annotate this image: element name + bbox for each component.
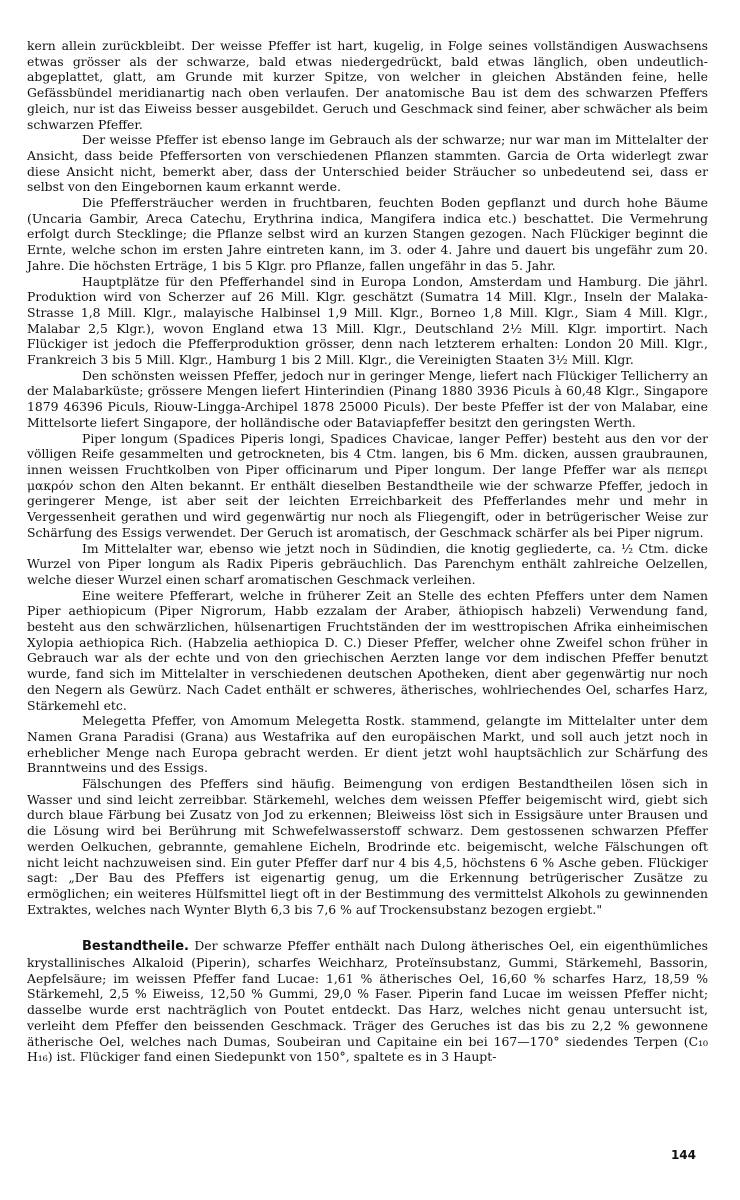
paragraph-6: Piper longum (Spadices Piperis longi, Spadices Chavicae, langer Peffer) besteht aus den vor der völligen Reife gesammelten und getrockneten, bis 4 Ctm. langen, bis 6 Mm. dicken, aussen graubraunen, innen weissen Fruchtkolben von Piper officinarum und Piper longum. Der lange Pfeffer war als πεπερι μακρόν schon den Alten bekannt. Er enthält dieselben Bestandtheile wie der schwarze Pfeffer, jedoch in geringerer Menge, ist aber seit der leichten Erreichbarkeit des Pfefferlandes mehr und mehr in Vergessenheit gerathen und wird gegenwärtig nur noch als Fliegengift, oder in betrügerischer Weise zur Schärfung des Essigs verwendet. Der Geruch ist aromatisch, der Geschmack schärfer als bei Piper nigrum. [27,430,708,540]
paragraph-1: kern allein zurückbleibt. Der weisse Pfeffer ist hart, kugelig, in Folge seines vollständigen Auswachsens etwas grösser als der schwarze, bald etwas niedergedrückt, bald etwas länglich, oben undeutlich-abgeplattet, glatt, am Grunde mit kurzer Spitze, von welcher in gleichen Abständen feine, helle Gefässbündel meridianartig nach oben verlaufen. Der anatomische Bau ist dem des schwarzen Pfeffers gleich, nur ist das Eiweiss besser ausgebildet. Geruch und Geschmack sind feiner, aber schwächer als beim schwarzen Pfeffer. [27,38,708,132]
section-bestandtheile [27,938,708,1065]
paragraph-4: Hauptplätze für den Pfefferhandel sind in Europa London, Amsterdam und Hamburg. Die jährl. Produktion wird von Scherzer auf 26 Mill. Klgr. geschätzt (Sumatra 14 Mill. Klgr., Inseln der Malaka-Strasse 1,8 Mill. Klgr., malayische Halbinsel 1,9 Mill. Klgr., Borneo 1,8 Mill. Klgr., Siam 4 Mill. Klgr., Malabar 2,5 Klgr.), wovon England etwa 13 Mill. Klgr., Deutschland 2½ Mill. Klgr. importirt. Nach Flückiger ist jedoch die Pfefferproduktion grösser, denn nach letzterem erhalten: London 20 Mill. Klgr., Frankreich 3 bis 5 Mill. Klgr., Hamburg 1 bis 2 Mill. Klgr., die Vereinigten Staaten 3½ Mill. Klgr. [27,273,708,368]
section-text: Der schwarze Pfeffer enthält nach Dulong ätherisches Oel, ein eigenthümliches krystallinisches Alkaloid (Piperin), scharfes Weichharz, Proteïnsubstanz, Gummi, Stärkemehl, Bassorin, Aepfelsäure; im weissen Pfeffer fand Lucae: 1,61 % ätherisches Oel, 16,60 % scharfes Harz, 18,59 % Stärkemehl, 2,5 % Eiweiss, 12,50 % Gummi, 29,0 % Faser. Piperin fand Lucae im weissen Pfeffer nicht; dasselbe wurde erst nachträglich von Poutet entdeckt. Das Harz, welches nicht genau untersucht ist, verleiht dem Pfeffer den beissenden Geschmack. Träger des Geruches ist das bis zu 2,2 % gewonnene ätherische Oel, welches nach Dumas, Soubeiran und Capitaine ein bei 167—170° siedendes Terpen (C₁₀ H₁₆) ist. Flückiger fand einen Siedepunkt von 150°, spaltete es in 3 Haupt- [27,938,708,1065]
section-heading: Bestandtheile. [82,939,189,955]
page-number: 144 [670,1148,696,1162]
paragraph-10: Fälschungen des Pfeffers sind häufig. Beimengung von erdigen Bestandtheilen lösen sich in Wasser und sind leicht zerreibbar. Stärkemehl, welches dem weissen Pfeffer beigemischt wird, giebt sich durch blaue Färbung bei Zusatz von Jod zu erkennen; Bleiweiss löst sich in Essigsäure unter Brausen und die Lösung wird bei Berührung mit Schwefelwasserstoff schwarz. Dem gestossenen schwarzen Pfeffer werden Oelkuchen, gebrannte, gemahlene Eicheln, Brodrinde etc. beigemischt, welche Fälschungen oft nicht leicht nachzuweisen sind. Ein guter Pfeffer darf nur 4 bis 4,5, höchstens 6 % Asche geben. Flückiger sagt: „Der Bau des Pfeffers ist eigenartig genug, um die Erkennung betrügerischer Zusätze zu ermöglichen; ein weiteres Hülfsmittel liegt oft in der Bestimmung des vermittelst Alkohols zu gewinnenden Extraktes, welches nach Wynter Blyth 6,3 bis 7,6 % auf Trockensubstanz bezogen ergiebt." [27,776,708,917]
paragraph-3: Die Pfeffersträucher werden in fruchtbaren, feuchten Boden gepflanzt und durch hohe Bäume (Uncaria Gambir, Areca Catechu, Erythrina indica, Mangifera indica etc.) beschattet. Die Vermehrung erfolgt durch Stecklinge; die Pflanze selbst wird an kurzen Stangen gezogen. Nach Flückiger beginnt die Ernte, welche schon im ersten Jahre eintreten kann, im 3. oder 4. Jahre und dauert bis ungefähr zum 20. Jahre. Die höchsten Erträge, 1 bis 5 Klgr. pro Pflanze, fallen ungefähr in das 5. Jahr. [27,195,708,273]
paragraph-5: Den schönsten weissen Pfeffer, jedoch nur in geringer Menge, liefert nach Flückiger Tellicherry an der Malabarküste; grössere Mengen liefert Hinterindien (Pinang 1880 3936 Piculs à 60,48 Klgr., Singapore 1879 46396 Piculs, Riouw-Lingga-Archipel 1878 25000 Piculs). Der beste Pfeffer ist der von Malabar, eine Mittelsorte liefert Singapore, der holländische oder Bataviapfeffer besitzt den geringsten Werth. [27,367,708,430]
paragraph-9: Melegetta Pfeffer, von Amomum Melegetta Rostk. stammend, gelangte im Mittelalter unter dem Namen Grana Paradisi (Grana) aus Westafrika auf den europäischen Markt, und soll auch jetzt noch in erheblicher Menge nach Europa gebracht werden. Er dient jetzt wohl hauptsächlich zur Schärfung des Branntweins und des Essigs. [27,713,708,776]
paragraph-7: Im Mittelalter war, ebenso wie jetzt noch in Südindien, die knotig gegliederte, ca. ½ Ctm. dicke Wurzel von Piper longum als Radix Piperis gebräuchlich. Das Parenchym enthält zahlreiche Oelzellen, welche dieser Wurzel einen scharf aromatischen Geschmack verleihen. [27,540,708,587]
paragraph-8: Eine weitere Pfefferart, welche in früherer Zeit an Stelle des echten Pfeffers unter dem Namen Piper aethiopicum (Piper Nigrorum, Habb ezzalam der Araber, äthiopisch habzeli) Verwendung fand, besteht aus den schwärzlichen, hülsenartigen Fruchtständen der im westtropischen Afrika einheimischen Xylopia aethiopica Rich. (Habzelia aethiopica D. C.) Dieser Pfeffer, welcher ohne Zweifel schon früher in Gebrauch war als der echte und von den griechischen Aerzten lange vor dem indischen Pfeffer benutzt wurde, fand sich im Mittelalter in verschiedenen deutschen Apotheken, dient aber gegenwärtig nur noch den Negern als Gewürz. Nach Cadet enthält er schweres, ätherisches, wohlriechendes Oel, scharfes Harz, Stärkemehl etc. [27,587,708,713]
paragraph-2: Der weisse Pfeffer ist ebenso lange im Gebrauch als der schwarze; nur war man im Mittelalter der Ansicht, dass beide Pfeffersorten von verschiedenen Pflanzen stammten. Garcia de Orta widerlegt zwar diese Ansicht nicht, bemerkt aber, dass der Unterschied beider Sträucher so unbedeutend sei, dass er selbst von den Eingebornen kaum erkannt werde. [27,132,708,195]
